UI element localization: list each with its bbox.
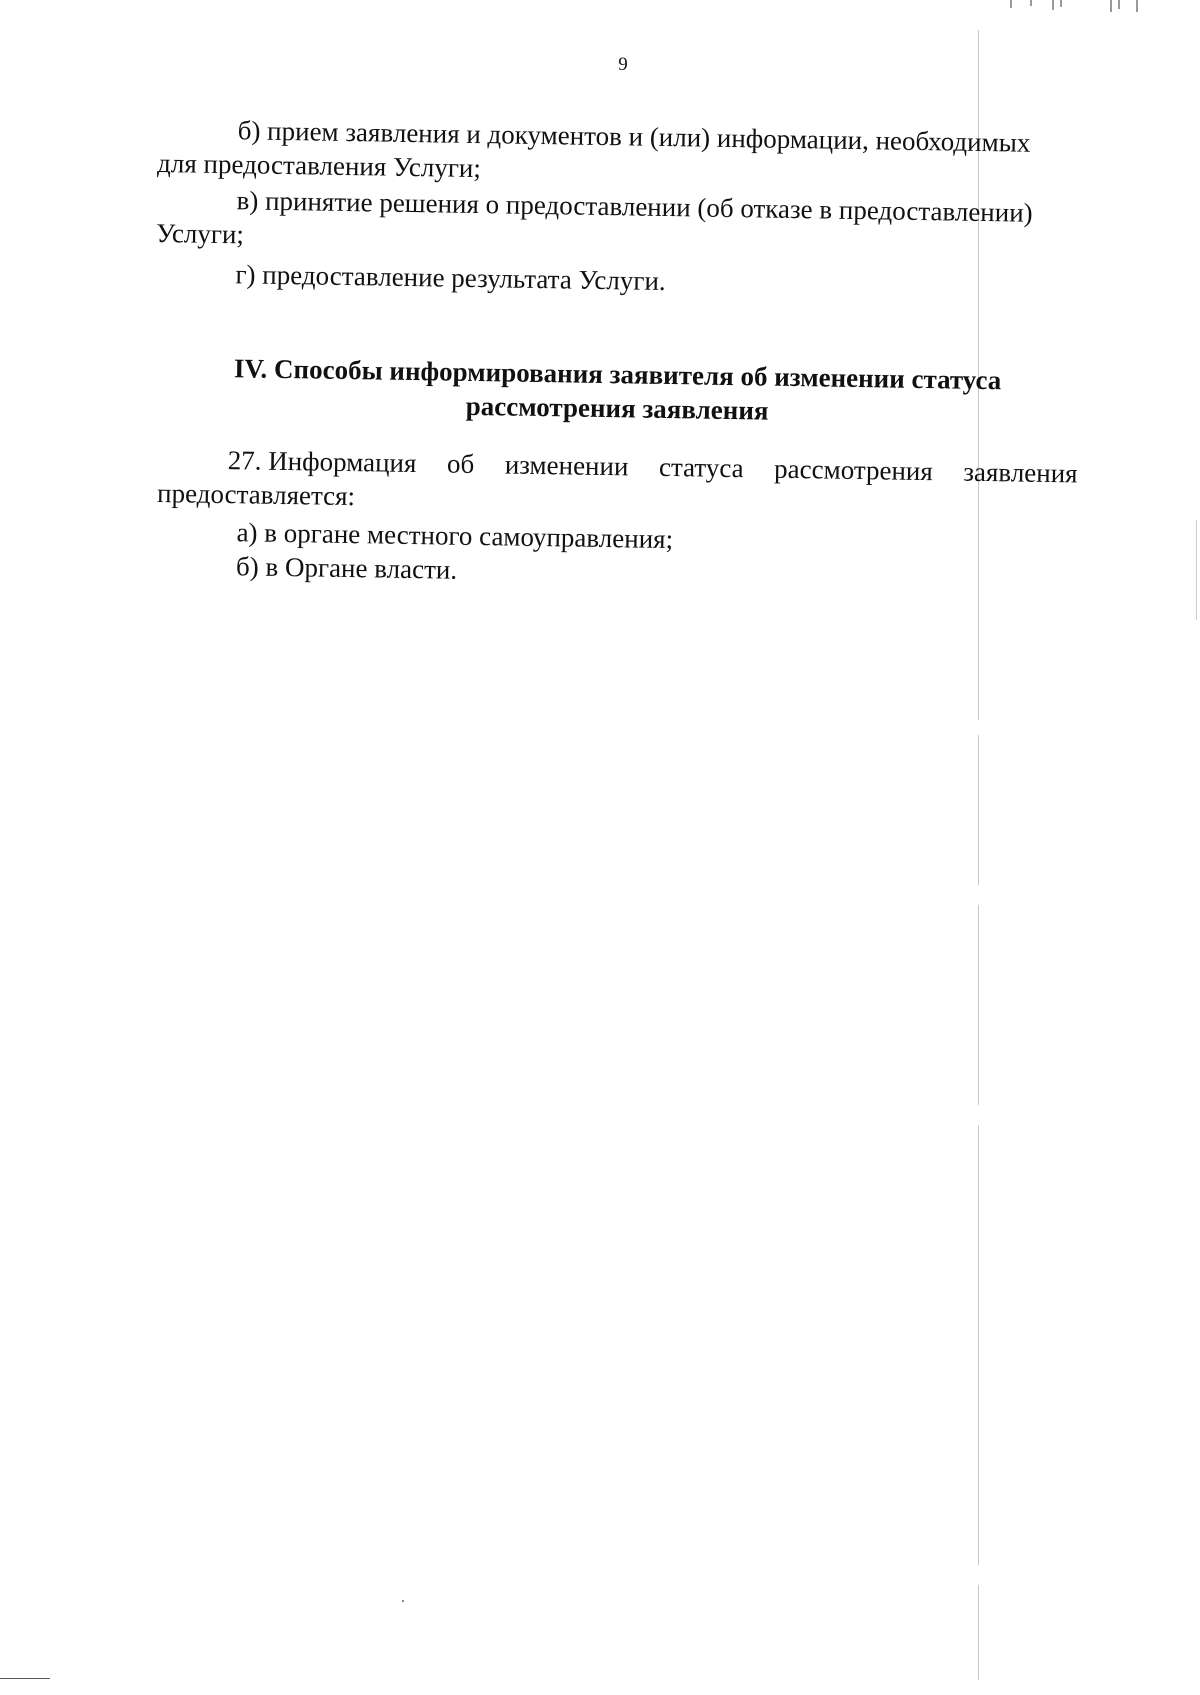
paragraph-27-word: об bbox=[446, 448, 475, 479]
scan-artifact-line bbox=[978, 905, 979, 1105]
scan-artifact-line bbox=[978, 1125, 979, 1565]
paragraph-27-item-b: б) в Органе власти. bbox=[235, 551, 458, 585]
list-item-v-line1: в) принятие решения о предоставлении (об отказе в предоставлении) bbox=[236, 185, 1033, 228]
scan-artifact-line bbox=[978, 1585, 979, 1680]
scan-artifact-line bbox=[978, 735, 979, 885]
scan-artifact-dot bbox=[402, 1600, 404, 1602]
list-item-v-line2: Услуги; bbox=[155, 217, 245, 250]
list-item-g-line1: г) предоставление результата Услуги. bbox=[235, 259, 666, 296]
paragraph-27-word: заявления bbox=[963, 456, 1078, 489]
list-item-b-line2: для предоставления Услуги; bbox=[156, 147, 482, 184]
paragraph-27-word: изменении bbox=[504, 449, 629, 482]
paragraph-27 bbox=[156, 442, 1078, 596]
list-item-b bbox=[157, 112, 1078, 194]
page-number: 9 bbox=[618, 54, 628, 75]
paragraph-27-line2: предоставляется: bbox=[156, 477, 356, 512]
paragraph-27-word: рассмотрения bbox=[773, 453, 934, 487]
list-item-g bbox=[155, 256, 1075, 304]
paragraph-27-word: 27. Информация bbox=[227, 445, 417, 479]
section-heading bbox=[157, 350, 1078, 432]
paragraph-27-word: статуса bbox=[658, 451, 744, 484]
scan-artifact-line bbox=[1196, 520, 1197, 620]
section-heading-line2: рассмотрения заявления bbox=[465, 390, 769, 426]
scan-artifact-marks bbox=[1000, 0, 1150, 14]
procedure-list bbox=[155, 112, 1078, 306]
list-item-b-line1: б) прием заявления и документов и (или) информации, необходимых bbox=[237, 115, 1031, 158]
paragraph-27-item-a: а) в органе местного самоуправления; bbox=[236, 517, 674, 555]
scan-artifact-mark bbox=[0, 1678, 50, 1679]
list-item-v bbox=[156, 182, 1077, 264]
section-heading-line1: IV. Способы информирования заявителя об изменении статуса bbox=[233, 353, 1002, 396]
